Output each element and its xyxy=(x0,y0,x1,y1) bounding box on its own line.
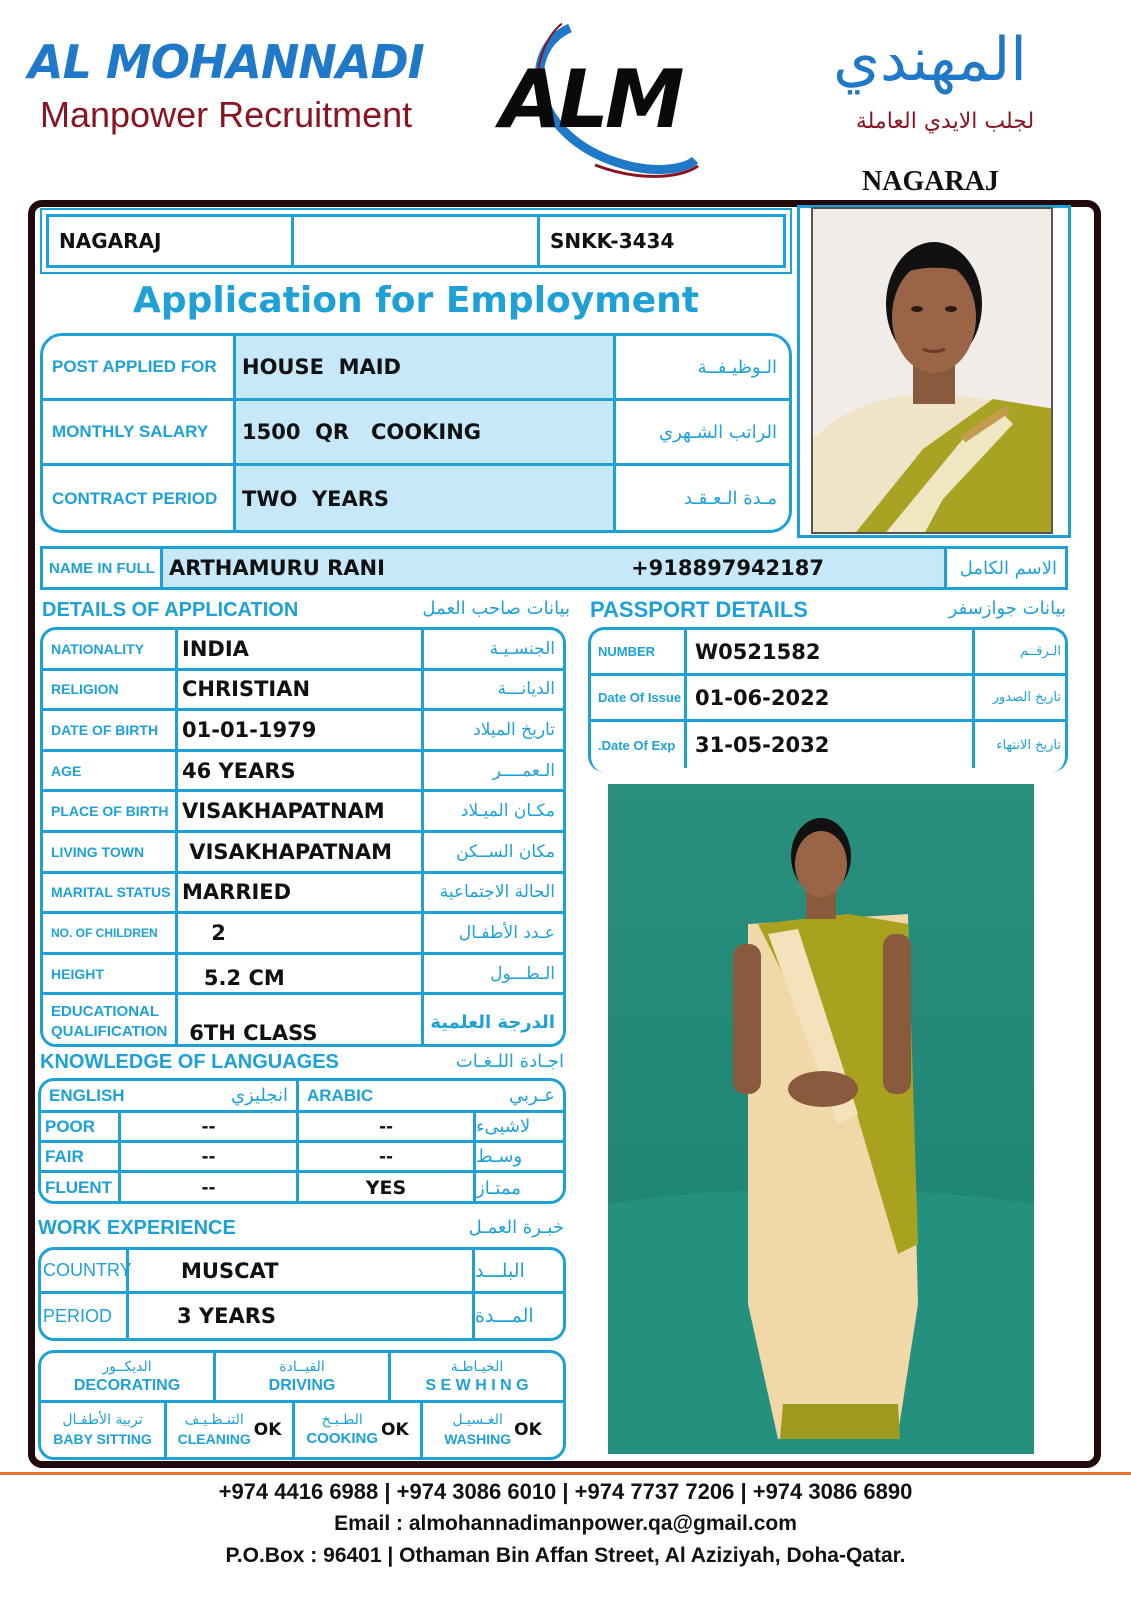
phone-number: +918897942187 xyxy=(631,556,824,580)
reference-code: SNKK-3434 xyxy=(550,229,675,253)
details-row xyxy=(43,874,563,915)
passport-heading-ar: بيانات جوازسفر xyxy=(948,598,1066,619)
skill-text xyxy=(306,1411,378,1449)
post-row xyxy=(43,336,789,401)
skill-ar: الديكــور xyxy=(102,1358,152,1375)
details-table xyxy=(40,627,566,1047)
level-label-ar: لاشيىء xyxy=(476,1116,531,1137)
details-value: 2 xyxy=(178,914,424,952)
details-label-ar: الدرجة العلمية xyxy=(430,1011,555,1033)
details-label-ar: الـعمــــر xyxy=(492,760,555,781)
skill-ar: الغـسيـل xyxy=(452,1412,503,1428)
portrait-illustration xyxy=(813,209,1053,534)
salary-label: MONTHLY SALARY xyxy=(43,401,236,463)
details-value: 01-01-1979 xyxy=(178,711,424,749)
passport-label: Date Of Issue xyxy=(591,676,687,719)
passport-value: 31-05-2032 xyxy=(687,722,975,768)
arabic-label: ARABIC xyxy=(307,1085,374,1105)
skills-row-1 xyxy=(41,1353,563,1403)
details-label-ar: مكان الســكن xyxy=(456,841,555,862)
full-name-row xyxy=(40,546,1068,590)
details-label: DATE OF BIRTH xyxy=(43,711,178,749)
skill-mark: OK xyxy=(381,1420,409,1440)
full-name-label: NAME IN FULL xyxy=(43,549,163,587)
skill-mark: OK xyxy=(253,1420,282,1440)
details-value: 46 YEARS xyxy=(178,752,424,790)
details-heading: DETAILS OF APPLICATION xyxy=(42,599,299,621)
arabic-level-value: -- xyxy=(299,1143,476,1170)
details-heading-ar: بيانات صاحب العمل xyxy=(422,598,570,619)
full-name-label-ar: الاسم الكامل xyxy=(959,557,1057,579)
full-length-photo xyxy=(608,784,1034,1454)
passport-heading: PASSPORT DETAILS xyxy=(590,597,808,622)
skill-cell xyxy=(167,1403,295,1457)
work-row xyxy=(41,1250,563,1294)
languages-table xyxy=(38,1078,566,1204)
skill-cell xyxy=(41,1403,167,1457)
level-label: POOR xyxy=(41,1113,121,1140)
post-label-ar: الـوظيـفــة xyxy=(697,356,777,378)
skill-mark: OK xyxy=(514,1420,542,1440)
skill-text xyxy=(444,1411,511,1449)
skill-en: CLEANING xyxy=(177,1431,251,1447)
skill-ar: الخيـاطـة xyxy=(450,1358,504,1375)
salary-label-ar: الراتب الشـهري xyxy=(659,421,777,443)
skills-table xyxy=(38,1350,566,1460)
full-name-value-cell xyxy=(163,549,947,587)
post-value: HOUSE MAID xyxy=(236,336,616,398)
full-name-value: ARTHAMURU RANI xyxy=(169,556,385,580)
skill-cell xyxy=(295,1403,423,1457)
skill-cell xyxy=(216,1353,391,1400)
details-label: AGE xyxy=(43,752,178,790)
passport-value: 01-06-2022 xyxy=(687,676,975,719)
passport-label: .Date Of Exp xyxy=(591,722,687,768)
post-label: POST APPLIED FOR xyxy=(43,336,236,398)
work-label: COUNTRY xyxy=(41,1250,129,1291)
portrait-photo xyxy=(811,207,1053,534)
details-label: NATIONALITY xyxy=(43,630,178,668)
work-heading-ar: خبـرة العمـل xyxy=(468,1217,564,1238)
skills-row-2 xyxy=(41,1403,563,1457)
details-label-ar: عـدد الأطفـال xyxy=(458,922,555,943)
page-title: Application for Employment xyxy=(132,280,699,321)
language-row xyxy=(41,1143,563,1173)
details-value: VISAKHAPATNAM xyxy=(178,833,424,871)
passport-value: W0521582 xyxy=(687,630,975,673)
details-value: 5.2 CM xyxy=(178,955,424,993)
english-level-value: -- xyxy=(121,1143,299,1170)
details-label: EDUCATIONAL QUALIFICATION xyxy=(43,995,178,1047)
passport-row xyxy=(591,676,1065,722)
work-value: MUSCAT xyxy=(129,1250,475,1291)
details-row xyxy=(43,711,563,752)
details-row xyxy=(43,630,563,671)
skill-ar: تربية الأطفـال xyxy=(62,1412,143,1428)
passport-row xyxy=(591,722,1065,768)
company-logo-arabic: المهندي xyxy=(833,25,1027,95)
details-label: HEIGHT xyxy=(43,955,178,993)
details-value: MARRIED xyxy=(178,874,424,912)
work-label-ar: البلـــد xyxy=(475,1259,525,1282)
reference-agent: NAGARAJ xyxy=(49,217,294,265)
details-label: MARITAL STATUS xyxy=(43,874,178,912)
skill-en: BABY SITTING xyxy=(53,1431,152,1447)
contract-row xyxy=(43,466,789,531)
work-table xyxy=(38,1247,566,1341)
reference-middle xyxy=(294,217,540,265)
skill-en: COOKING xyxy=(306,1430,379,1447)
details-row xyxy=(43,914,563,955)
details-row xyxy=(43,792,563,833)
details-label-ar: مكـان الميـلاد xyxy=(460,801,555,822)
languages-heading-ar: اجـادة اللـغـات xyxy=(455,1051,564,1072)
details-label-ar: الـطـــول xyxy=(490,963,555,984)
details-value: INDIA xyxy=(178,630,424,668)
languages-heading: KNOWLEDGE OF LANGUAGES xyxy=(40,1051,339,1073)
skill-ar: التنـظـيـف xyxy=(184,1412,244,1428)
details-label: NO. OF CHILDREN xyxy=(43,914,178,952)
details-label-ar: الجنسـيـة xyxy=(489,638,555,659)
language-row xyxy=(41,1113,563,1143)
footer-email: Email : almohannadimanpower.qa@gmail.com xyxy=(334,1512,797,1535)
passport-label-ar: تاريخ الصدور xyxy=(992,690,1061,705)
work-heading: WORK EXPERIENCE xyxy=(38,1217,236,1239)
details-label-ar: الحالة الاجتماعية xyxy=(439,882,555,903)
arabic-header xyxy=(299,1081,563,1110)
arabic-label-ar: عـربي xyxy=(509,1085,555,1106)
english-level-value: -- xyxy=(121,1173,299,1203)
work-label: PERIOD xyxy=(41,1294,129,1338)
passport-table xyxy=(588,627,1068,772)
details-value: VISAKHAPATNAM xyxy=(178,792,424,830)
details-row xyxy=(43,995,563,1047)
passport-label-ar: تاريخ الانتهاء xyxy=(996,737,1061,753)
candidate-agent-tag: NAGARAJ xyxy=(862,166,999,197)
passport-row xyxy=(591,630,1065,676)
contract-value: TWO YEARS xyxy=(236,466,616,531)
work-label-ar: المـــدة xyxy=(475,1305,534,1327)
skill-en: DECORATING xyxy=(73,1376,181,1394)
details-row xyxy=(43,752,563,793)
company-logo-subtitle: Manpower Recruitment xyxy=(40,94,413,135)
contract-label-ar: مـدة الـعـقـد xyxy=(683,488,777,509)
skill-text xyxy=(53,1411,152,1449)
details-label: RELIGION xyxy=(43,671,178,709)
passport-label: NUMBER xyxy=(591,630,687,673)
footer-phones: +974 4416 6988 | +974 3086 6010 | +974 7737 7206 | +974 3086 6890 xyxy=(218,1479,913,1504)
level-label: FAIR xyxy=(41,1143,121,1170)
arabic-level-value: YES xyxy=(299,1173,476,1203)
details-value: CHRISTIAN xyxy=(178,671,424,709)
company-logo-arabic-subtitle: لجلب الايدي العاملة xyxy=(855,109,1035,134)
footer-address: P.O.Box : 96401 | Othaman Bin Affan Street, Al Aziziyah, Doha-Qatar. xyxy=(225,1544,906,1567)
skill-cell xyxy=(423,1403,563,1457)
details-label-ar: تاريخ الميلاد xyxy=(473,719,555,740)
passport-label-ar: الـرقــم xyxy=(1019,644,1061,659)
skill-en: WASHING xyxy=(444,1431,512,1447)
full-length-illustration xyxy=(608,784,1034,1454)
details-label: LIVING TOWN xyxy=(43,833,178,871)
level-label: FLUENT xyxy=(41,1173,121,1203)
salary-value: 1500 QR COOKING xyxy=(236,401,616,463)
english-header xyxy=(41,1081,299,1110)
languages-header-row xyxy=(41,1081,563,1113)
work-value: 3 YEARS xyxy=(129,1294,475,1338)
skill-cell xyxy=(391,1353,563,1400)
arabic-level-value: -- xyxy=(299,1113,476,1140)
salary-row xyxy=(43,401,789,466)
level-label-ar: ممتـاز xyxy=(476,1177,521,1199)
english-level-value: -- xyxy=(121,1113,299,1140)
language-row xyxy=(41,1173,563,1203)
details-label: PLACE OF BIRTH xyxy=(43,792,178,830)
details-row xyxy=(43,955,563,996)
english-label: ENGLISH xyxy=(49,1085,125,1105)
details-row xyxy=(43,833,563,874)
skill-ar: الطـبـخ xyxy=(321,1412,363,1428)
english-label-ar: انجليزي xyxy=(230,1085,288,1106)
reference-box xyxy=(40,208,792,274)
work-row xyxy=(41,1294,563,1338)
skill-en: S E W H I N G xyxy=(425,1376,529,1394)
skill-text xyxy=(178,1411,251,1449)
footer-divider xyxy=(0,1472,1131,1475)
company-logo-english: AL MOHANNADI xyxy=(28,35,424,89)
level-label-ar: وسـط xyxy=(476,1146,523,1167)
skill-en: DRIVING xyxy=(268,1376,336,1394)
details-row xyxy=(43,671,563,712)
logo-alm-mark: ALM xyxy=(500,53,681,146)
skill-cell xyxy=(41,1353,216,1400)
post-table xyxy=(40,333,792,533)
skill-ar: القيــادة xyxy=(279,1358,325,1375)
details-label-ar: الديانـــة xyxy=(497,679,555,700)
details-value: 6TH CLASS xyxy=(178,995,424,1047)
contract-label: CONTRACT PERIOD xyxy=(43,466,236,531)
